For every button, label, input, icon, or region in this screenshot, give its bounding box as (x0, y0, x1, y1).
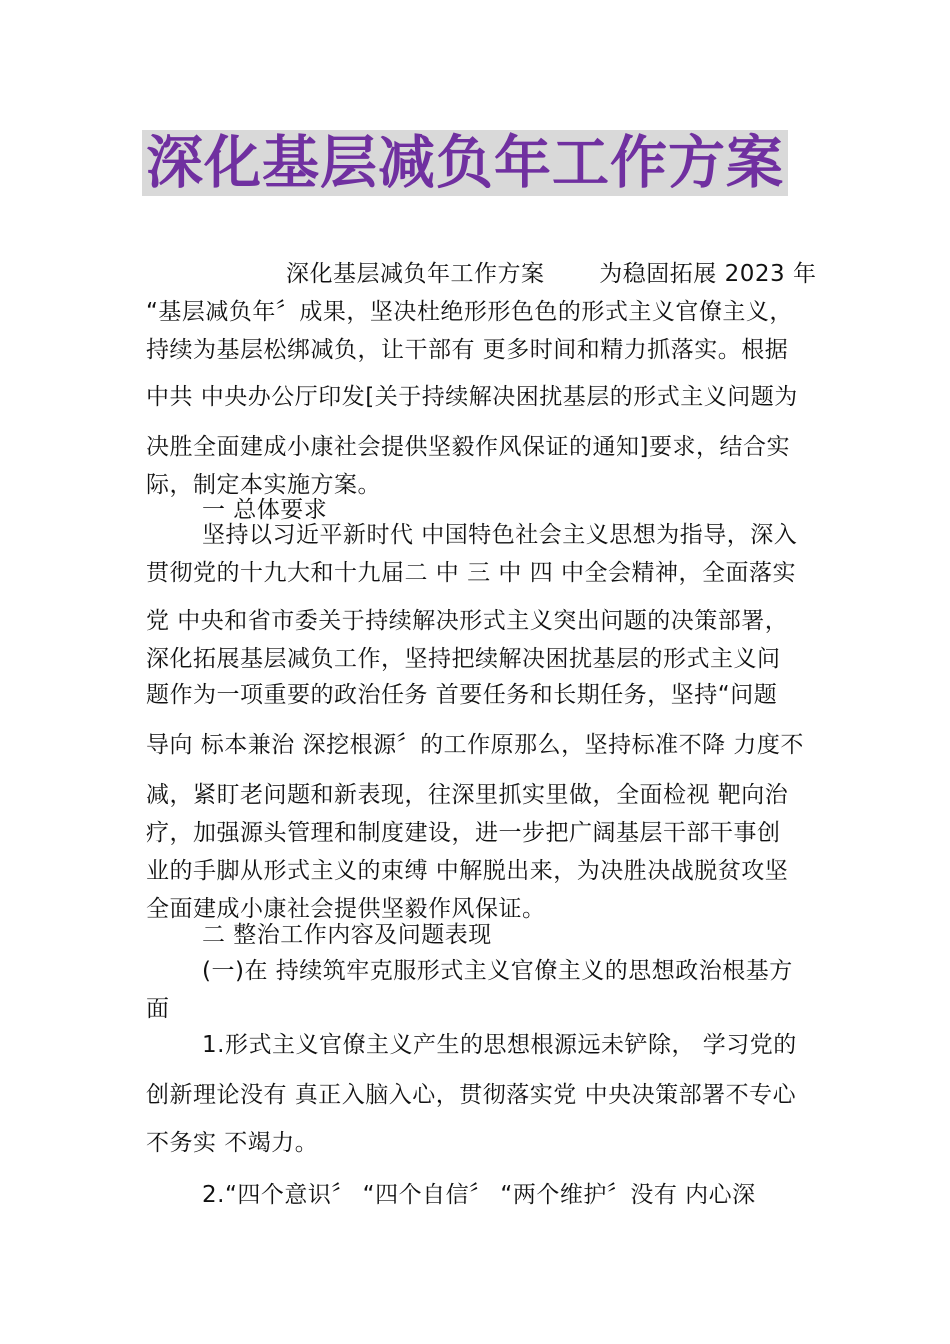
section-heading: 一 总体要求 (202, 497, 328, 523)
body-line: 创新理论没有 真正入脑入心，贯彻落实党 中央决策部署不专心 (146, 1082, 797, 1108)
body-line: 深化基层减负年工作方案 为稳固拓展 2023 年 (286, 261, 817, 287)
body-line: “基层减负年〞成果，坚决杜绝形形色色的形式主义官僚主义， (146, 299, 793, 325)
body-line: 业的手脚从形式主义的束缚 中解脱出来，为决胜决战脱贫攻坚 (146, 858, 789, 884)
section-heading: 二 整治工作内容及问题表现 (202, 922, 492, 948)
body-line: 减，紧盯老问题和新表现，往深里抓实里做，全面检视 靶向治 (146, 782, 789, 808)
body-line: 2.“四个意识〞 “四个自信〞 “两个维护〞没有 内心深 (202, 1182, 756, 1208)
body-line: 中共 中央办公厅印发[关于持续解决困扰基层的形式主义问题为 (146, 384, 798, 410)
document-title: 深化基层减负年工作方案 (142, 130, 788, 196)
body-line: 坚持以习近平新时代 中国特色社会主义思想为指导，深入 (202, 522, 798, 548)
body-line: 导向 标本兼治 深挖根源〞的工作原那么，坚持标准不降 力度不 (146, 732, 804, 758)
body-line: 持续为基层松绑减负，让干部有 更多时间和精力抓落实。根据 (146, 337, 789, 363)
body-line: 题作为一项重要的政治任务 首要任务和长期任务，坚持“问题 (146, 682, 778, 708)
body-line: 疗，加强源头管理和制度建设，进一步把广阔基层干部干事创 (146, 820, 781, 846)
body-line: 面 (146, 996, 170, 1022)
body-line: 深化拓展基层减负工作，坚持把续解决困扰基层的形式主义问 (146, 646, 781, 672)
body-line: 党 中央和省市委关于持续解决形式主义突出问题的决策部署， (146, 608, 789, 634)
body-line: 决胜全面建成小康社会提供坚毅作风保证的通知]要求，结合实 (146, 434, 790, 460)
body-line: 1.形式主义官僚主义产生的思想根源远未铲除， 学习党的 (202, 1032, 797, 1058)
body-line: 贯彻党的十九大和十九届二 中 三 中 四 中全会精神，全面落实 (146, 560, 797, 586)
title-block (142, 130, 788, 196)
body-line: 际，制定本实施方案。 (146, 472, 381, 498)
body-line: 全面建成小康社会提供坚毅作风保证。 (146, 896, 546, 922)
subsection-heading: (一)在 持续筑牢克服形式主义官僚主义的思想政治根基方 (202, 958, 793, 984)
body-line: 不务实 不竭力。 (146, 1130, 319, 1156)
